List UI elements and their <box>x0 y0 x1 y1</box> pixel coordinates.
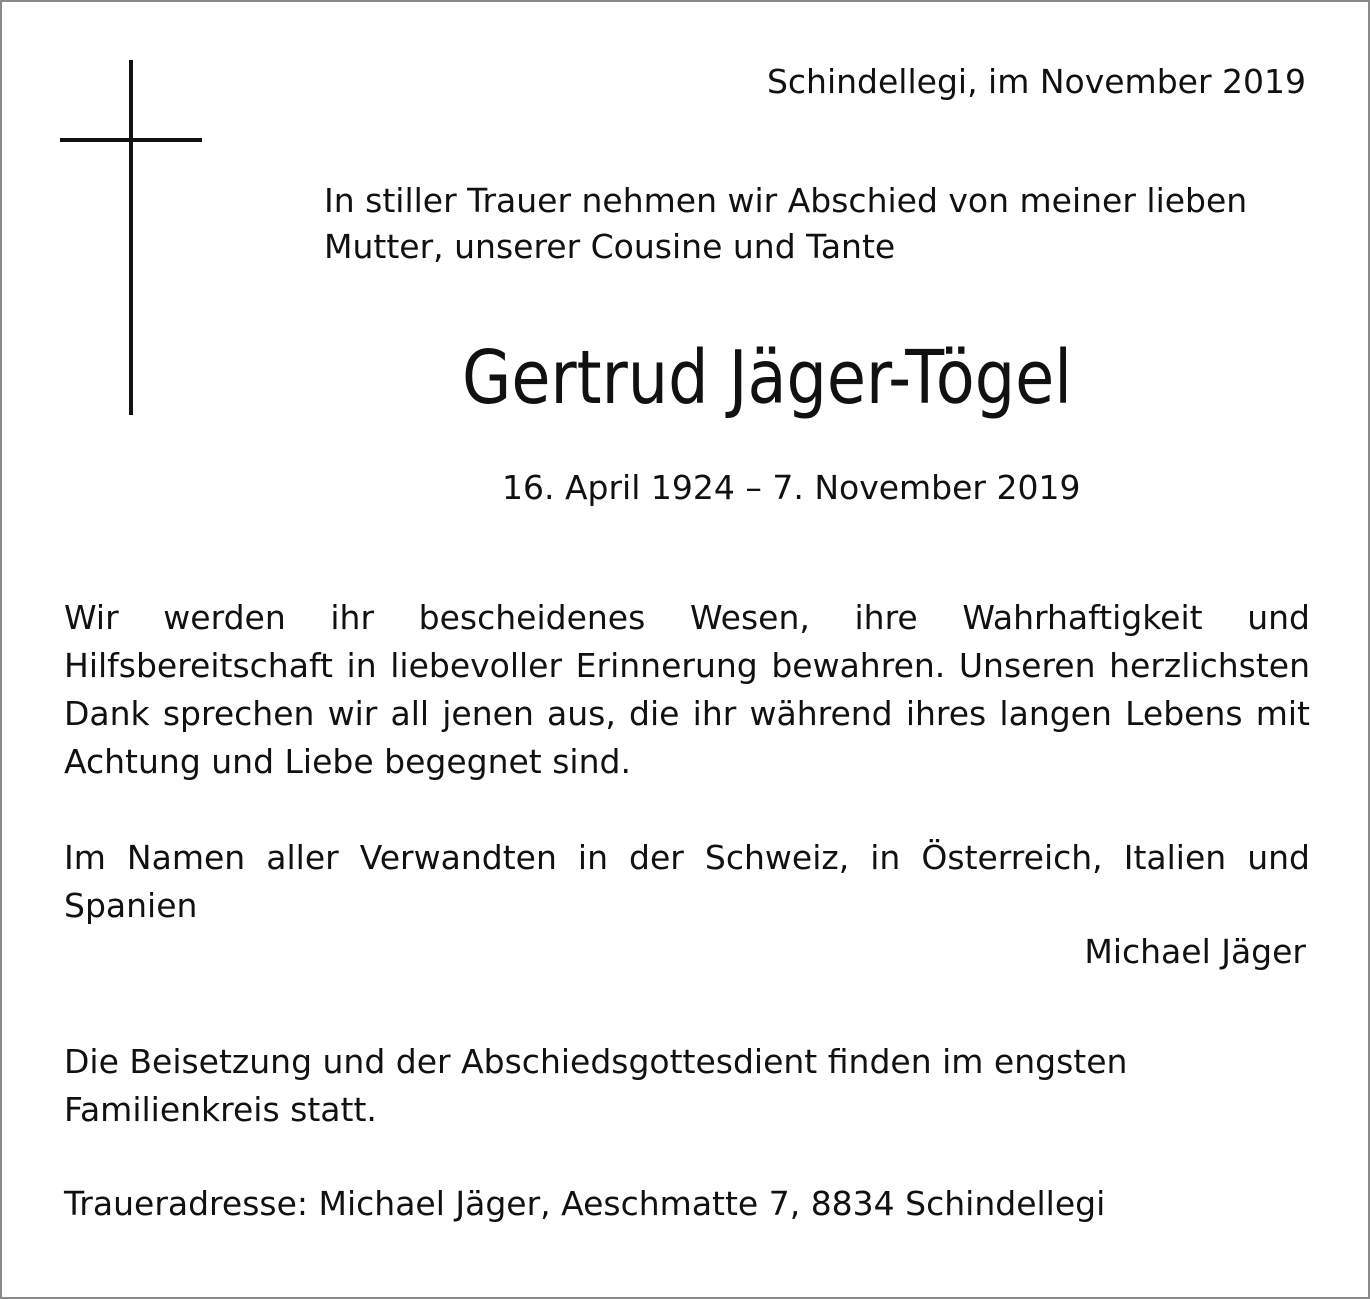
life-dates: 16. April 1924 – 7. November 2019 <box>502 468 1081 507</box>
signature: Michael Jäger <box>1084 932 1306 971</box>
intro-line-1: In stiller Trauer nehmen wir Abschied von meiner lieben <box>324 181 1248 220</box>
relatives-paragraph: Im Namen aller Verwandten in der Schweiz, in Österreich, Italien und Spanien <box>64 838 1310 925</box>
place-date: Schindellegi, im November 2019 <box>766 62 1306 101</box>
intro-text <box>324 178 1310 270</box>
gratitude-paragraph: Wir werden ihr bescheidenes Wesen, ihre Wahrhaftigkeit und Hilfsbereitschaft in liebevoller Erinnerung bewahren. Unseren herzlichsten Dank sprechen wir all jenen aus, die ihr während ihres langen Lebens mit Achtung und Liebe begegnet sind. <box>64 598 1310 781</box>
deceased-name: Gertrud Jäger-Tögel <box>462 335 1072 421</box>
cross-horizontal-bar <box>60 138 202 142</box>
funeral-paragraph: Die Beisetzung und der Abschiedsgottesdient finden im engsten Familienkreis statt. <box>64 1042 1128 1129</box>
mourning-address: Traueradresse: Michael Jäger, Aeschmatte 7, 8834 Schindellegi <box>64 1184 1106 1223</box>
intro-line-2: Mutter, unserer Cousine und Tante <box>324 227 896 266</box>
cross-vertical-bar <box>129 60 133 415</box>
